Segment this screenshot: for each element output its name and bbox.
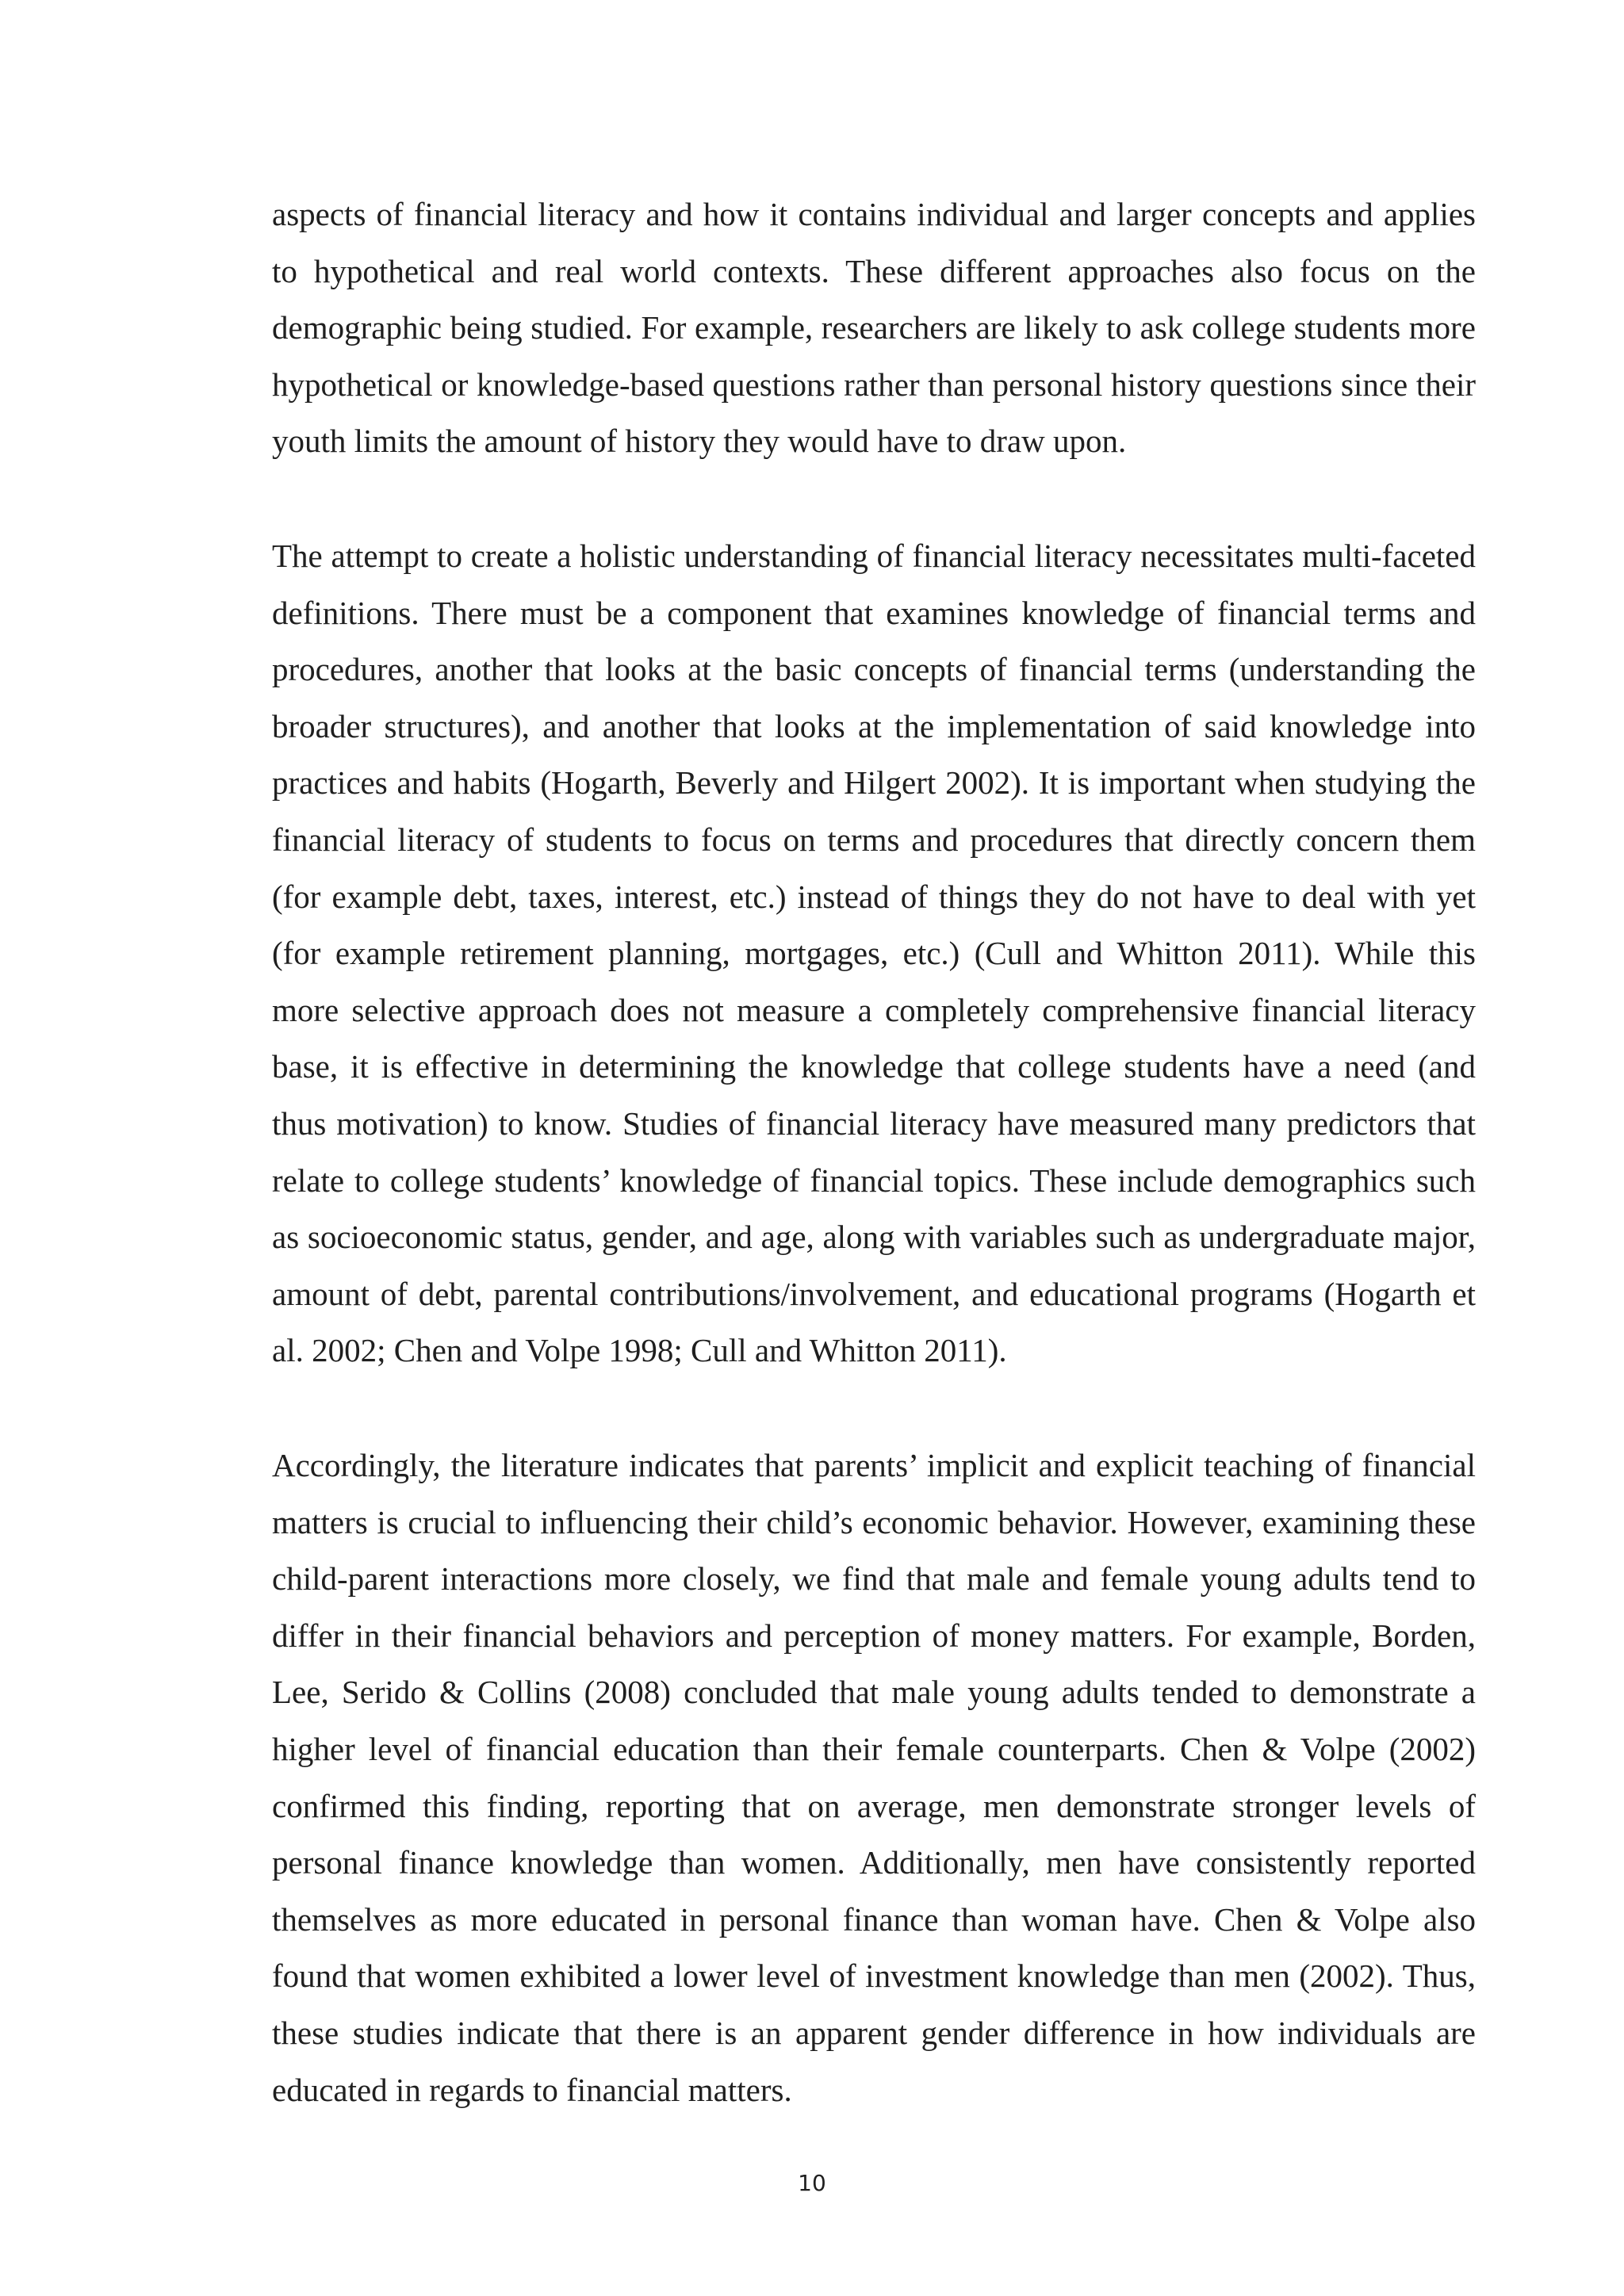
- body-paragraph: aspects of financial literacy and how it contains individual and larger concepts and applies to hypothetical and real world contexts. These different approaches also focus on the demographic being studied. For example, researchers are likely to ask college students more hypothetical or knowledge-based questions rather than personal history questions since their youth limits the amount of history they would have to draw upon.: [272, 196, 1476, 460]
- page-number: 10: [798, 2170, 826, 2196]
- body-paragraph: The attempt to create a holistic understanding of financial literacy necessitates multi-faceted definitions. There must be a component that examines knowledge of financial terms and procedures, another that looks at the basic concepts of financial terms (understanding the broader structures), and another that looks at the implementation of said knowledge into practices and habits (Hogarth, Beverly and Hilgert 2002). It is important when studying the financial literacy of students to focus on terms and procedures that directly concern them (for example debt, taxes, interest, etc.) instead of things they do not have to deal with yet (for example retirement planning, mortgages, etc.) (Cull and Whitton 2011). While this more selective approach does not measure a completely comprehensive financial literacy base, it is effective in determining the knowledge that college students have a need (and thus motivation) to know. Studies of financial literacy have measured many predictors that relate to college students’ knowledge of financial topics. These include demographics such as socioeconomic status, gender, and age, along with variables such as undergraduate major, amount of debt, parental contributions/involvement, and educational programs (Hogarth et al. 2002; Chen and Volpe 1998; Cull and Whitton 2011).: [272, 538, 1476, 1369]
- body-paragraph: Accordingly, the literature indicates that parents’ implicit and explicit teaching of financial matters is crucial to influencing their child’s economic behavior. However, examining these child-parent interactions more closely, we find that male and female young adults tend to differ in their financial behaviors and perception of money matters. For example, Borden, Lee, Serido & Collins (2008) concluded that male young adults tended to demonstrate a higher level of financial education than their female counterparts. Chen & Volpe (2002) confirmed this finding, reporting that on average, men demonstrate stronger levels of personal finance knowledge than women. Additionally, men have consistently reported themselves as more educated in personal finance than woman have. Chen & Volpe also found that women exhibited a lower level of investment knowledge than men (2002). Thus, these studies indicate that there is an apparent gender difference in how individuals are educated in regards to financial matters.: [272, 1447, 1476, 2108]
